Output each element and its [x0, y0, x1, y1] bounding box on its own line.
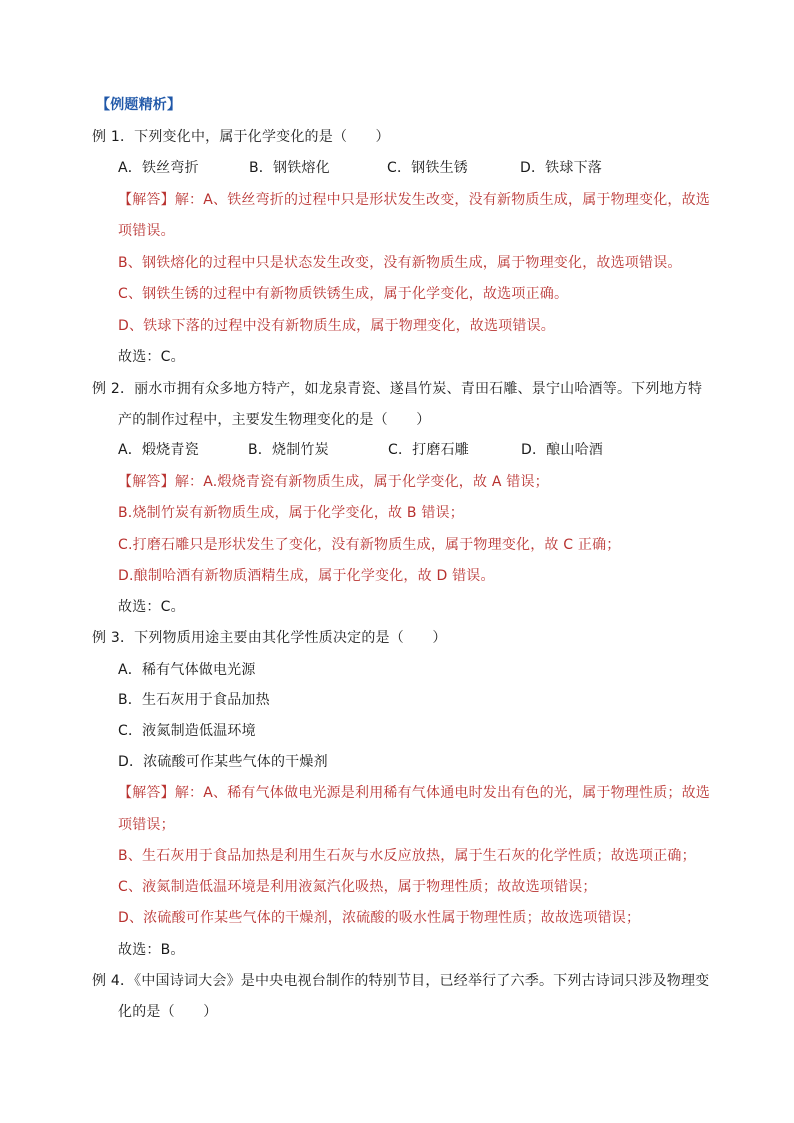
- analysis-text: 解：A、稀有气体做电光源是利用稀有气体通电时发出有色的光，属于物理性质；故选: [174, 785, 710, 801]
- q2-analysis-line-3: C.打磨石雕只是形状发生了变化，没有新物质生成，属于物理变化，故 C 正确；: [118, 537, 621, 553]
- section-title: 【例题精析】: [96, 97, 182, 113]
- q3-analysis-line-1: [118, 783, 710, 803]
- q2-option-a: A．煅烧青瓷: [118, 442, 199, 458]
- question-1-options: [118, 158, 602, 178]
- question-3-stem: 例 3．下列物质用途主要由其化学性质决定的是（ ）: [92, 630, 447, 646]
- q2-option-c: C．打磨石雕: [388, 442, 469, 458]
- question-4-stem-line-2: 化的是（ ）: [118, 1004, 218, 1020]
- q1-analysis-line-1: [118, 190, 710, 210]
- q1-analysis-line-3: B、钢铁熔化的过程中只是状态发生改变，没有新物质生成，属于物理变化，故选项错误。: [118, 255, 682, 271]
- q1-option-c: C．钢铁生锈: [387, 160, 468, 176]
- analysis-text: 解：A、铁丝弯折的过程中只是形状发生改变，没有新物质生成，属于物理变化，故选: [174, 192, 710, 208]
- q2-answer: 故选：C。: [118, 599, 185, 615]
- q2-option-d: D．酿山哈酒: [521, 442, 603, 458]
- q3-option-c: C．液氮制造低温环境: [118, 723, 256, 739]
- q1-option-d: D．铁球下落: [520, 160, 602, 176]
- q3-analysis-line-5: D、浓硫酸可作某些气体的干燥剂，浓硫酸的吸水性属于物理性质；故故选项错误；: [118, 910, 641, 926]
- question-2-stem-line-1: 例 2．丽水市拥有众多地方特产，如龙泉青瓷、遂昌竹炭、青田石雕、景宁山哈酒等。下列地方特: [92, 381, 703, 397]
- analysis-tag: 【解答】: [118, 474, 175, 490]
- q3-analysis-line-4: C、液氮制造低温环境是利用液氮汽化吸热，属于物理性质；故故选项错误；: [118, 879, 597, 895]
- analysis-text: 解：A.煅烧青瓷有新物质生成，属于化学变化，故 A 错误；: [174, 474, 549, 490]
- q2-analysis-line-4: D.酿制哈酒有新物质酒精生成，属于化学变化，故 D 错误。: [118, 568, 495, 584]
- q1-analysis-line-5: D、铁球下落的过程中没有新物质生成，属于物理变化，故选项错误。: [118, 318, 555, 334]
- q3-option-d: D．浓硫酸可作某些气体的干燥剂: [118, 754, 328, 770]
- analysis-tag: 【解答】: [118, 785, 175, 801]
- q1-analysis-line-2: 项错误。: [118, 223, 175, 239]
- analysis-tag: 【解答】: [118, 192, 175, 208]
- question-1-stem: 例 1．下列变化中，属于化学变化的是（ ）: [92, 129, 390, 145]
- q2-analysis-line-2: B.烧制竹炭有新物质生成，属于化学变化，故 B 错误；: [118, 505, 464, 521]
- q3-option-b: B．生石灰用于食品加热: [118, 692, 270, 708]
- q3-answer: 故选：B。: [118, 942, 185, 958]
- q3-analysis-line-2: 项错误；: [118, 817, 175, 833]
- q2-option-b: B．烧制竹炭: [248, 442, 329, 458]
- q3-option-a: A．稀有气体做电光源: [118, 662, 256, 678]
- q3-analysis-line-3: B、生石灰用于食品加热是利用生石灰与水反应放热，属于生石灰的化学性质；故选项正确；: [118, 848, 696, 864]
- q1-answer: 故选：C。: [118, 349, 185, 365]
- question-2-options: [118, 440, 603, 460]
- q2-analysis-line-1: [118, 472, 549, 492]
- q1-option-a: A．铁丝弯折: [118, 160, 199, 176]
- q1-option-b: B．钢铁熔化: [249, 160, 330, 176]
- question-2-stem-line-2: 产的制作过程中，主要发生物理变化的是（ ）: [118, 412, 431, 428]
- q1-analysis-line-4: C、钢铁生锈的过程中有新物质铁锈生成，属于化学变化，故选项正确。: [118, 286, 569, 302]
- question-4-stem-line-1: 例 4．《中国诗词大会》是中央电视台制作的特别节目，已经举行了六季。下列古诗词只涉及物理变: [92, 973, 710, 989]
